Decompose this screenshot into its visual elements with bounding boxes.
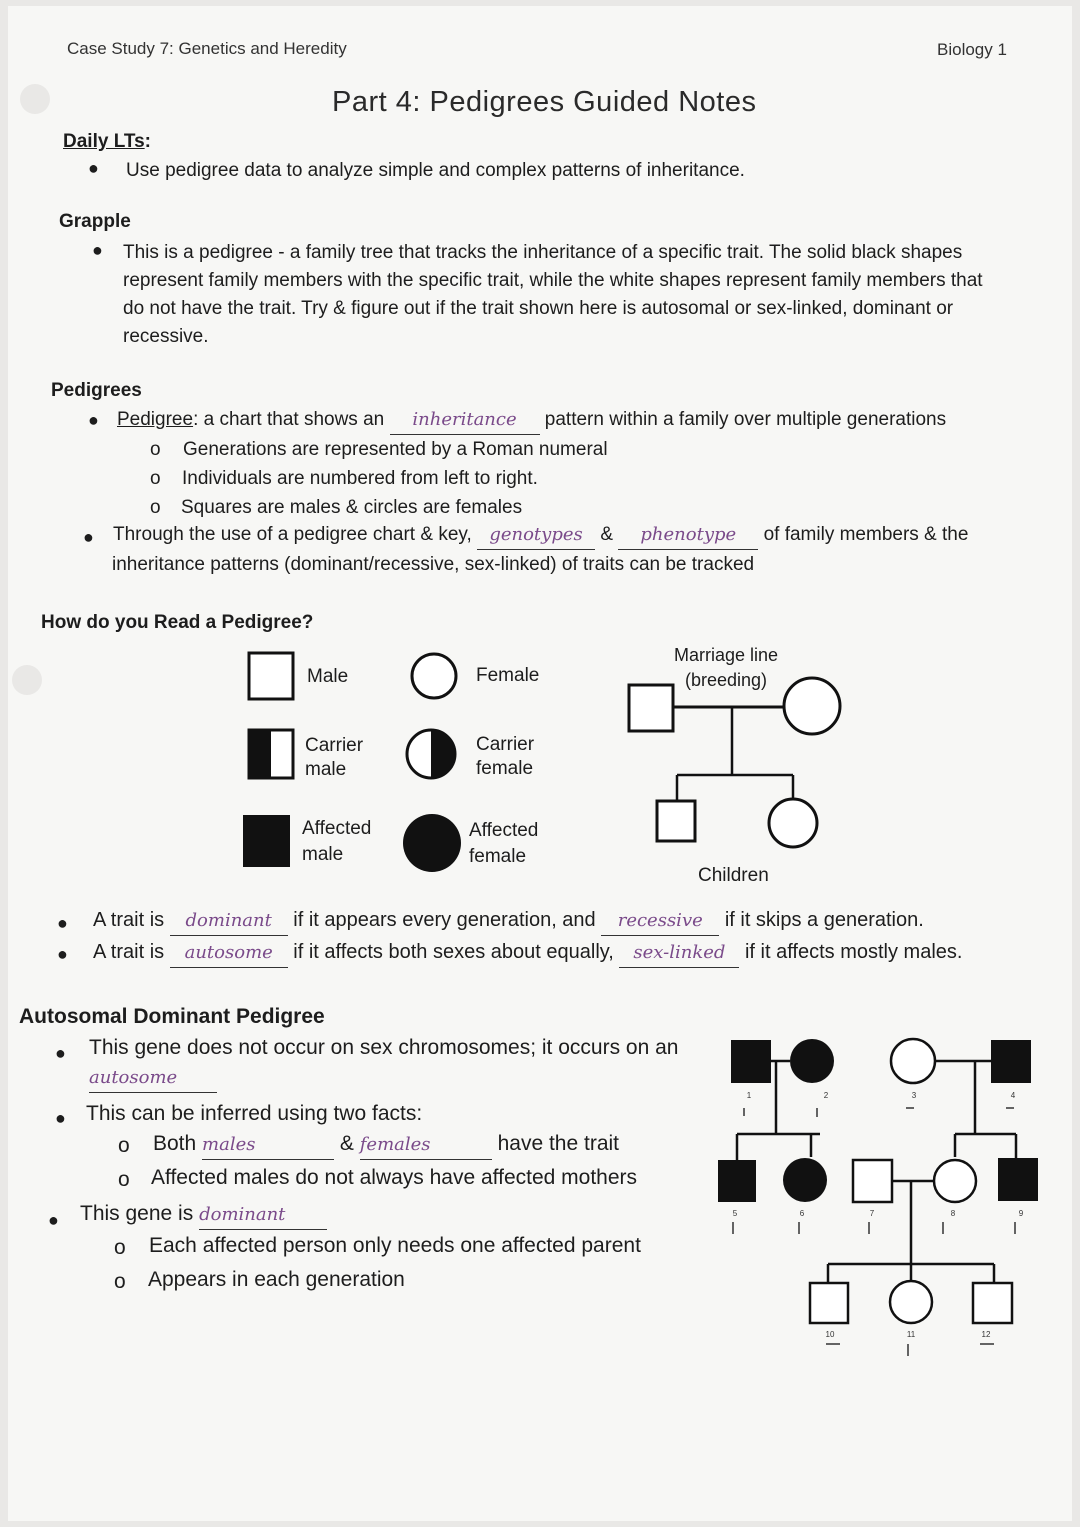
bullet: ● — [83, 527, 94, 547]
autosome-fact: This gene does not occur on sex chromosomes; it occurs on an — [89, 1036, 679, 1059]
legend-carrier-male-label: Carrier male — [305, 735, 364, 780]
pedigree-number: 9 — [1018, 1209, 1024, 1218]
read-pedigree-heading: How do you Read a Pedigree? — [41, 612, 314, 633]
pedigree-key-text: Through the use of a pedigree chart & key, genotypes & phenotype of family members & the — [113, 521, 968, 550]
bullet: ● — [88, 158, 99, 178]
pedigree-number: 4 — [1010, 1091, 1016, 1100]
dominant-recessive-rule: A trait is dominant if it appears every generation, and recessive if it skips a generation. — [93, 906, 924, 936]
bullet: ● — [57, 944, 68, 964]
grapple-text: This is a pedigree - a family tree that tracks the inheritance of a specific trait. The solid black shapes represent family members with the specific trait, while the white shapes represent family members that do not have the trait. Try & figure out if the trait shown here is autosomal or sex-linked, dominant or recessive. — [123, 242, 983, 347]
dominant-gene-fact: This gene is dominant — [80, 1200, 327, 1230]
pedigree-person-5 — [718, 1160, 756, 1202]
subpoint-generations: Generations are represented by a Roman numeral — [183, 439, 608, 460]
sub-bullet: o — [150, 468, 161, 489]
children-label: Children — [698, 865, 769, 886]
pedigree-person-8 — [934, 1160, 976, 1202]
subpoint-individuals: Individuals are numbered from left to right. — [182, 468, 538, 489]
bullet: ● — [88, 410, 99, 430]
sub-bullet: o — [118, 1134, 130, 1157]
autosome-blank: autosome — [89, 1064, 217, 1093]
legend-affected-female-label: Affected female — [469, 820, 539, 867]
bullet: ● — [48, 1210, 59, 1230]
bullet: ● — [55, 1043, 66, 1063]
autosome-sexlinked-rule: A trait is autosome if it affects both sexes about equally, sex-linked if it affects mostly males. — [93, 938, 962, 968]
pedigree-person-11 — [890, 1281, 932, 1323]
pedigree-key-text-line2: inheritance patterns (dominant/recessive, sex-linked) of traits can be tracked — [112, 554, 755, 575]
pedigree-person-4 — [991, 1040, 1031, 1083]
pedigree-number: 2 — [823, 1091, 829, 1100]
pedigree-number: 1 — [746, 1091, 752, 1100]
each-generation-fact: Appears in each generation — [148, 1268, 405, 1291]
pedigrees-heading: Pedigrees — [51, 380, 142, 401]
sub-bullet: o — [114, 1270, 126, 1293]
case-study-label: Case Study 7: Genetics and Heredity — [67, 39, 347, 58]
subpoint-squares-circles: Squares are males & circles are females — [181, 497, 523, 518]
grapple-heading: Grapple — [59, 211, 131, 232]
sub-bullet: o — [114, 1236, 126, 1259]
pedigree-person-9 — [998, 1158, 1038, 1201]
one-parent-fact: Each affected person only needs one affected parent — [149, 1234, 641, 1257]
legend-female-label: Female — [476, 665, 540, 686]
pedigree-person-7 — [853, 1160, 892, 1202]
pedigree-number: 5 — [732, 1209, 738, 1218]
bullet: ● — [55, 1108, 66, 1128]
pedigree-number: 3 — [911, 1091, 917, 1100]
bullet: ● — [92, 240, 103, 260]
daily-lts-heading: Daily LTs: — [63, 131, 151, 152]
pedigree-number: 10 — [825, 1330, 835, 1339]
pedigree-person-12 — [973, 1283, 1012, 1323]
legend-carrier-female-label: Carrier female — [476, 734, 535, 779]
pedigree-number: 7 — [869, 1209, 875, 1218]
daily-lt-item: Use pedigree data to analyze simple and complex patterns of inheritance. — [126, 160, 745, 181]
pedigree-person-2 — [790, 1039, 834, 1083]
autosomal-dominant-heading: Autosomal Dominant Pedigree — [19, 1005, 325, 1028]
pedigree-definition: Pedigree: a chart that shows an inheritance pattern within a family over multiple generations — [117, 406, 946, 435]
both-sexes-fact: Both males & females have the trait — [153, 1130, 619, 1160]
marriage-line-label: Marriage line (breeding) — [674, 645, 779, 690]
pedigree-person-10 — [810, 1283, 848, 1323]
legend-affected-male-label: Affected male — [302, 818, 372, 865]
pedigree-number: 6 — [799, 1209, 805, 1218]
sub-bullet: o — [150, 439, 161, 460]
page-title: Part 4: Pedigrees Guided Notes — [332, 86, 757, 118]
pedigree-number: 12 — [981, 1330, 991, 1339]
sub-bullet: o — [118, 1168, 130, 1191]
legend-male-label: Male — [307, 666, 349, 687]
affected-males-fact: Affected males do not always have affected mothers — [151, 1166, 638, 1189]
pedigree-person-6 — [783, 1158, 827, 1202]
sub-bullet: o — [150, 497, 161, 518]
inference-intro: This can be inferred using two facts: — [86, 1102, 423, 1125]
pedigree-number: 11 — [906, 1330, 916, 1339]
course-label: Biology 1 — [937, 40, 1007, 59]
pedigree-number: 8 — [950, 1209, 956, 1218]
bullet: ● — [57, 913, 68, 933]
pedigree-person-1 — [731, 1040, 771, 1083]
pedigree-person-3 — [891, 1039, 935, 1083]
